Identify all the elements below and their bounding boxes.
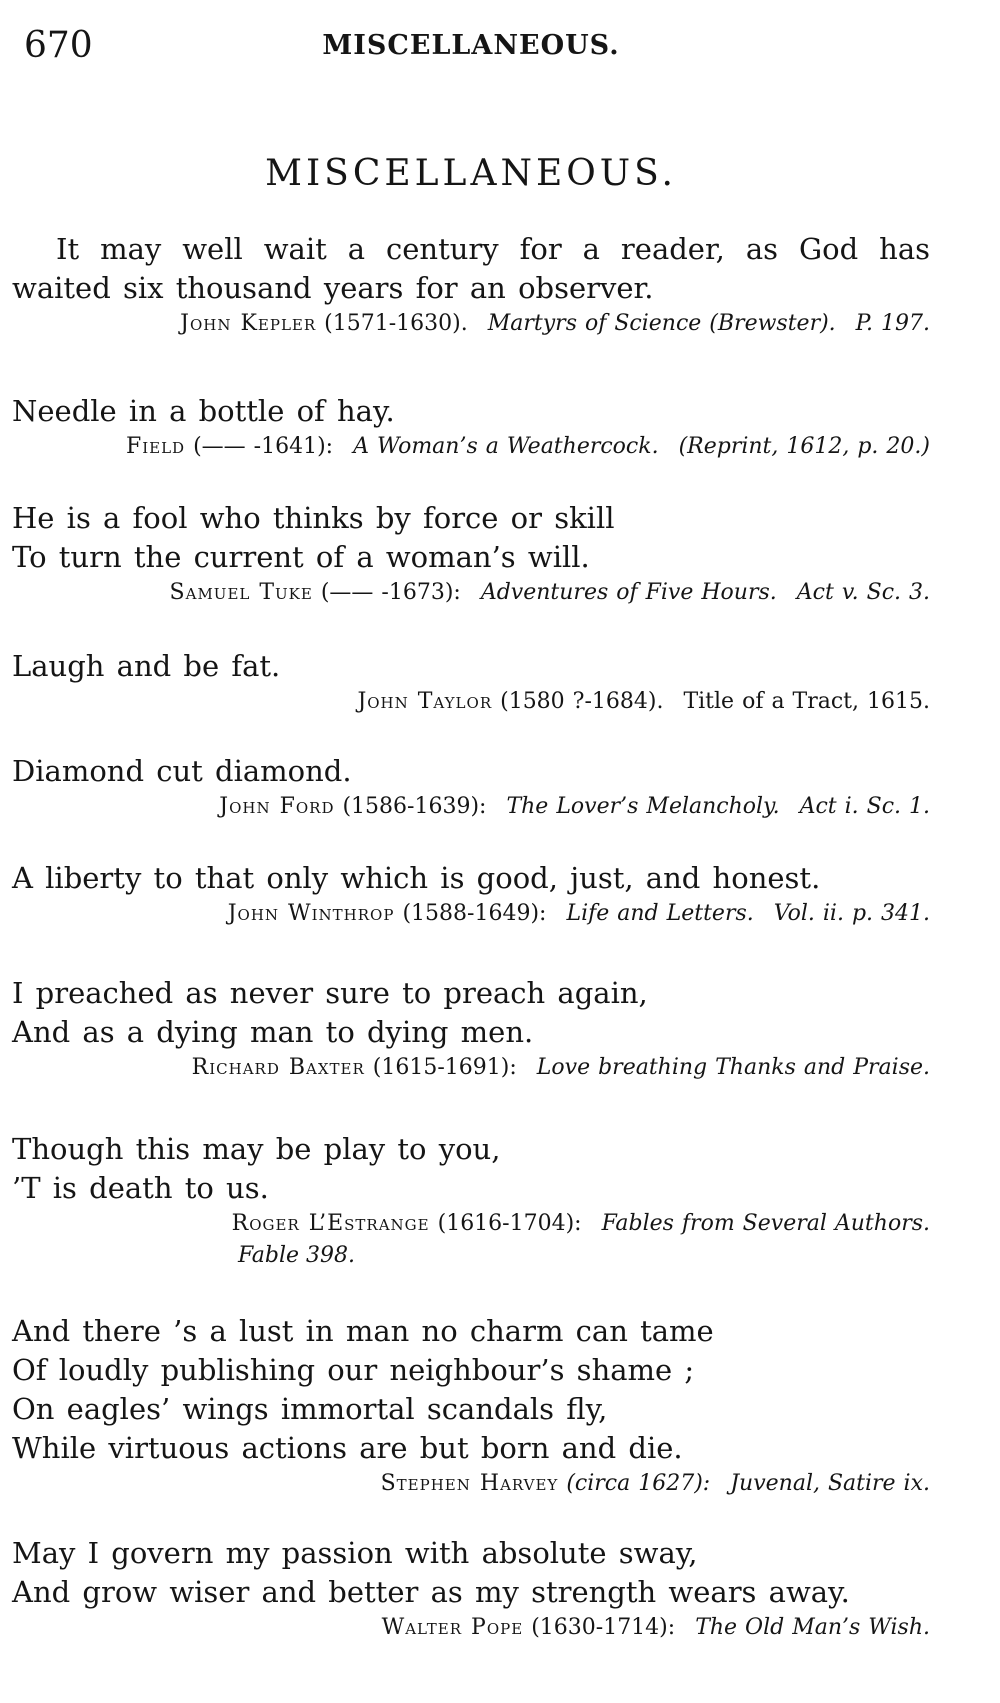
- attribution-dates: (1630-1714):: [531, 1615, 676, 1640]
- attribution-author: Samuel Tuke: [169, 580, 313, 605]
- quote-line: ’T is death to us.: [12, 1171, 269, 1205]
- attribution-ref: Act v. Sc. 3.: [796, 580, 930, 605]
- attribution-dates: (circa 1627):: [566, 1471, 711, 1496]
- attribution: [12, 791, 930, 823]
- attribution: [12, 577, 930, 609]
- attribution-author: Field: [125, 434, 186, 459]
- attribution-work: Adventures of Five Hours.: [480, 580, 777, 605]
- quote-line: And grow wiser and better as my strength wears away.: [12, 1575, 850, 1609]
- quote-line: And as a dying man to dying men.: [12, 1015, 534, 1049]
- quote-line: And there ’s a lust in man no charm can tame: [12, 1314, 714, 1348]
- quote-line: He is a fool who thinks by force or skill: [12, 501, 615, 535]
- attribution-dates: (1615-1691):: [372, 1055, 517, 1080]
- page-number: 670: [24, 25, 93, 66]
- attribution: [12, 1208, 930, 1240]
- quote-line: Though this may be play to you,: [12, 1132, 501, 1166]
- attribution-dates: (1588-1649):: [402, 901, 547, 926]
- attribution-dates: (1586-1639):: [342, 794, 487, 819]
- quote-line: I preached as never sure to preach again,: [12, 976, 648, 1010]
- page-header: [12, 26, 930, 68]
- attribution: [12, 308, 930, 340]
- book-page: [12, 26, 930, 1644]
- quote-line: May I govern my passion with absolute sway,: [12, 1536, 698, 1570]
- attribution-author: Roger L’Estrange: [231, 1211, 430, 1236]
- attribution: [12, 1468, 930, 1500]
- attribution-work: A Woman’s a Weathercock.: [353, 434, 659, 459]
- quote-group-tuke: [12, 499, 930, 609]
- attribution-ref: P. 197.: [855, 311, 930, 336]
- attribution-ref: Vol. ii. p. 341.: [773, 901, 930, 926]
- attribution-work: Fables from Several Authors.: [601, 1211, 930, 1236]
- quote-group-kepler: [12, 230, 930, 340]
- quote-group-harvey: [12, 1312, 930, 1500]
- attribution-work: The Old Man’s Wish.: [695, 1615, 930, 1640]
- attribution-author: John Kepler: [180, 311, 317, 336]
- attribution-line2: Fable 398.: [238, 1243, 356, 1268]
- quote-line: A liberty to that only which is good, just, and honest.: [12, 861, 821, 895]
- quote-group-pope: [12, 1534, 930, 1644]
- attribution-work: Title of a Tract, 1615.: [683, 689, 930, 714]
- attribution-ref: Act i. Sc. 1.: [799, 794, 930, 819]
- attribution-author: Stephen Harvey: [380, 1471, 559, 1496]
- attribution-work: The Lover’s Melancholy.: [506, 794, 780, 819]
- quote-line: Of loudly publishing our neighbour’s shame ;: [12, 1353, 695, 1387]
- attribution: [12, 898, 930, 930]
- attribution-work: Martyrs of Science (Brewster).: [487, 311, 836, 336]
- attribution-dates: (1616-1704):: [437, 1211, 582, 1236]
- quote-group-winthrop: [12, 859, 930, 930]
- attribution-work: Life and Letters.: [566, 901, 754, 926]
- attribution-author: Richard Baxter: [191, 1055, 365, 1080]
- quote-line: waited six thousand years for an observer.: [12, 271, 654, 305]
- attribution: [12, 686, 930, 718]
- attribution: [12, 431, 930, 463]
- attribution-ref: (Reprint, 1612, p. 20.): [678, 434, 930, 459]
- attribution-author: John Taylor: [357, 689, 493, 714]
- quote-line: While virtuous actions are but born and die.: [12, 1431, 683, 1465]
- quote-group-baxter: [12, 974, 930, 1084]
- attribution-author: John Winthrop: [227, 901, 395, 926]
- quote-line: On eagles’ wings immortal scandals fly,: [12, 1392, 608, 1426]
- quote-line: It may well wait a century for a reader, as God has: [56, 232, 930, 266]
- section-title: MISCELLANEOUS.: [265, 153, 677, 194]
- attribution: [12, 1612, 930, 1644]
- quote-group-lestrange: [12, 1130, 930, 1272]
- quote-line: Laugh and be fat.: [12, 649, 281, 683]
- attribution-work: Juvenal, Satire ix.: [730, 1471, 930, 1496]
- attribution-dates: (—— -1673):: [320, 580, 461, 605]
- attribution-dates: (—— -1641):: [193, 434, 334, 459]
- attribution-author: John Ford: [219, 794, 335, 819]
- running-header: MISCELLANEOUS.: [322, 30, 620, 61]
- quote-line: Needle in a bottle of hay.: [12, 394, 395, 428]
- attribution-author: Walter Pope: [381, 1615, 524, 1640]
- quote-line: Diamond cut diamond.: [12, 754, 352, 788]
- attribution-dates: (1580 ?-1684).: [500, 689, 664, 714]
- quote-group-ford: [12, 752, 930, 823]
- quote-group-taylor: [12, 647, 930, 718]
- quote-group-field: [12, 392, 930, 463]
- quote-line: To turn the current of a woman’s will.: [12, 540, 590, 574]
- attribution: [12, 1052, 930, 1084]
- attribution-work: Love breathing Thanks and Praise.: [536, 1055, 930, 1080]
- attribution-dates: (1571-1630).: [324, 311, 468, 336]
